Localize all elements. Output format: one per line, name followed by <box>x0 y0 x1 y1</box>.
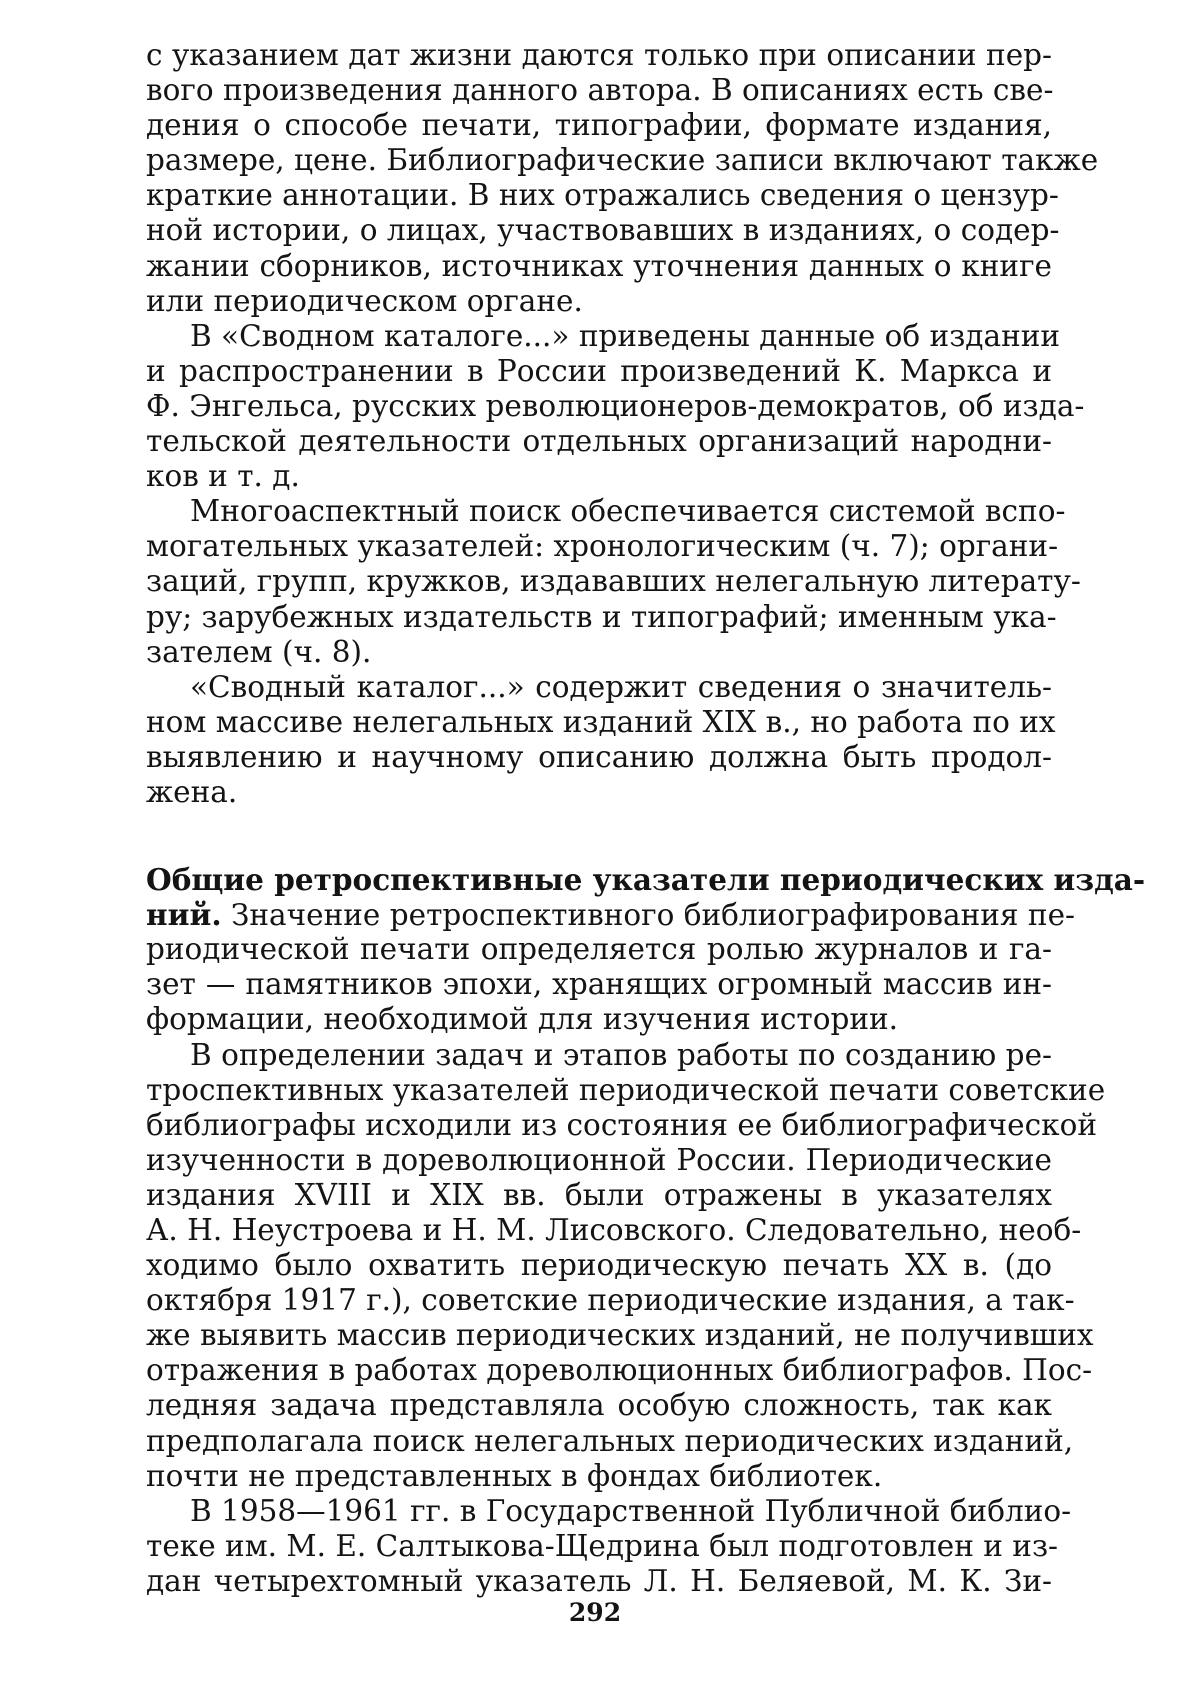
text-line: В «Сводном каталоге...» приведены данные об издании <box>190 318 1061 353</box>
paragraph-2 <box>146 318 1085 494</box>
text-line: ной истории, о лицах, участвовавших в изданиях, о содер- <box>146 213 1060 248</box>
text-line: или периодическом органе. <box>146 283 583 318</box>
text-line: В 1958—1961 гг. в Государственной Публичной библио- <box>190 1493 1072 1528</box>
text-line: дан четырехтомный указатель Л. Н. Беляевой, М. К. Зи- <box>146 1563 1052 1598</box>
text-line: троспективных указателей периодической печати советские <box>146 1072 1106 1107</box>
section-heading-end: ний. <box>146 897 222 933</box>
text-line: библиографы исходили из состояния ее библиографической <box>146 1107 1098 1142</box>
text-line: и распространении в России произведений К. Маркса и <box>146 353 1052 388</box>
text-line: ходимо было охватить периодическую печать XX в. (до <box>146 1248 1052 1283</box>
text-line: выявлению и научному описанию должна быть продол- <box>146 739 1052 774</box>
text-line: риодической печати определяется ролью журналов и га- <box>146 932 1052 967</box>
text-line: А. Н. Неустроева и Н. М. Лисовского. Следовательно, необ- <box>146 1213 1082 1247</box>
text-line: ру; зарубежных издательств и типографий; именным ука- <box>146 599 1057 634</box>
text-line: «Сводный каталог...» содержит сведения о значитель- <box>190 669 1052 704</box>
paragraph-5 <box>146 1037 1106 1494</box>
text-line: издания XVIII и XIX вв. были отражены в указателях <box>146 1177 1052 1212</box>
text-line <box>146 897 1076 933</box>
text-line: тельской деятельности отдельных организаций народни- <box>146 424 1052 459</box>
text-line: с указанием дат жизни даются только при описании пер- <box>146 38 1052 72</box>
text-line: почти не представленных в фондах библиотек. <box>146 1458 883 1493</box>
text-line: отражения в работах дореволюционных библиографов. Пос- <box>146 1353 1093 1388</box>
text-line: формации, необходимой для изучения истории. <box>146 1002 899 1037</box>
text-line: зет — памятников эпохи, хранящих огромный массив ин- <box>146 967 1052 1002</box>
text-line: предполагала поиск нелегальных периодических изданий, <box>146 1423 1074 1458</box>
paragraph-1 <box>146 38 1099 319</box>
text-line: изученности в дореволюционной России. Периодические <box>146 1142 1052 1177</box>
text-line: размере, цене. Библиографические записи включают также <box>146 143 1099 178</box>
section-text-start: Значение ретроспективного библиографирования пе- <box>221 898 1076 933</box>
text-line: дения о способе печати, типографии, формате издания, <box>146 108 1052 143</box>
page-body <box>146 38 1146 1599</box>
text-line: краткие аннотации. В них отражались сведения о цензур- <box>146 178 1059 213</box>
section-paragraph <box>146 862 1146 1037</box>
text-line: октября 1917 г.), советские периодические издания, а так- <box>146 1283 1075 1318</box>
text-line: ледняя задача представляла особую сложность, так как <box>146 1388 1052 1423</box>
text-line: Многоаспектный поиск обеспечивается системой вспо- <box>190 494 1066 529</box>
text-line: же выявить массив периодических изданий, не получивших <box>146 1318 1094 1353</box>
section-spacer <box>146 810 1052 862</box>
paragraph-4 <box>146 669 1056 810</box>
text-line: теке им. М. Е. Салтыкова-Щедрина был подготовлен и из- <box>146 1528 1059 1563</box>
text-line: В определении задач и этапов работы по созданию ре- <box>190 1037 1052 1072</box>
text-line: жании сборников, источниках уточнения данных о книге <box>146 248 1052 283</box>
text-line: Ф. Энгельса, русских революционеров-демократов, об изда- <box>146 388 1085 423</box>
page-number: 292 <box>568 1598 622 1627</box>
text-line: заций, групп, кружков, издававших нелегальную литерату- <box>146 564 1081 599</box>
paragraph-6 <box>146 1493 1072 1599</box>
text-line: жена. <box>146 774 238 809</box>
text-line: ков и т. д. <box>146 459 300 494</box>
text-line: могательных указателей: хронологическим (ч. 7); органи- <box>146 529 1059 564</box>
text-line: зателем (ч. 8). <box>146 634 372 669</box>
paragraph-3 <box>146 494 1081 669</box>
text-line: ном массиве нелегальных изданий XIX в., но работа по их <box>146 704 1056 739</box>
section-heading: Общие ретроспективные указатели периодических изда- <box>146 862 1146 898</box>
text-line: вого произведения данного автора. В описаниях есть све- <box>146 73 1054 108</box>
